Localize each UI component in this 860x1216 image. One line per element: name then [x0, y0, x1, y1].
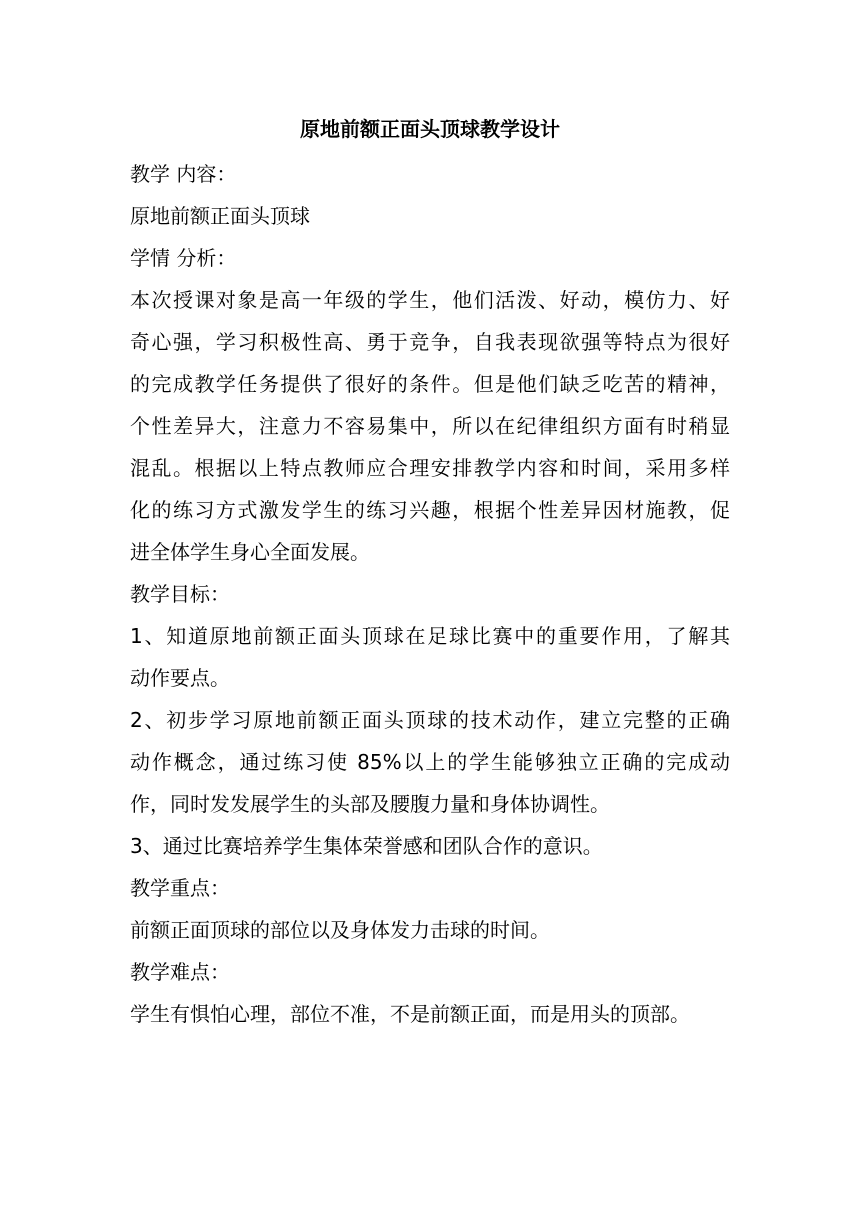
analysis-line: 奇心强，学习积极性高、勇于竞争，自我表现欲强等特点为很好: [130, 330, 730, 354]
analysis-line: 的完成教学任务提供了很好的条件。但是他们缺乏吃苦的精神，: [130, 372, 730, 396]
analysis-paragraph: [130, 279, 730, 573]
document-page: [130, 112, 730, 1035]
analysis-line: 进全体学生身心全面发展。: [130, 540, 370, 564]
content-text: 原地前额正面头顶球: [130, 204, 310, 228]
content-heading: 教学 内容：: [130, 162, 237, 186]
goal-2-line: 2、初步学习原地前额正面头顶球的技术动作，建立完整的正确: [130, 708, 730, 732]
difficulty-text: 学生有惧怕心理，部位不准，不是前额正面，而是用头的顶部。: [130, 1002, 690, 1026]
goal-1-line: 1、知道原地前额正面头顶球在足球比赛中的重要作用，了解其: [130, 624, 730, 648]
goal-3: 3、通过比赛培养学生集体荣誉感和团队合作的意识。: [130, 834, 603, 858]
goals-heading: 教学目标：: [130, 582, 230, 606]
goal-1-line: 动作要点。: [130, 666, 230, 690]
analysis-heading: 学情 分析：: [130, 246, 237, 270]
key-point-heading: 教学重点：: [130, 876, 230, 900]
goal-2-line: 动作概念，通过练习使 85%以上的学生能够独立正确的完成动: [130, 750, 730, 774]
goal-2: [130, 699, 730, 825]
key-point-text: 前额正面顶球的部位以及身体发力击球的时间。: [130, 918, 550, 942]
analysis-line: 混乱。根据以上特点教师应合理安排教学内容和时间，采用多样: [130, 456, 730, 480]
goal-2-line: 作，同时发发展学生的头部及腰腹力量和身体协调性。: [130, 792, 610, 816]
goal-1: [130, 615, 730, 699]
analysis-line: 化的练习方式激发学生的练习兴趣，根据个性差异因材施教，促: [130, 498, 730, 522]
analysis-line: 本次授课对象是高一年级的学生，他们活泼、好动，模仿力、好: [130, 288, 730, 312]
document-title: 原地前额正面头顶球教学设计: [300, 117, 560, 141]
analysis-line: 个性差异大，注意力不容易集中，所以在纪律组织方面有时稍显: [130, 414, 730, 438]
difficulty-heading: 教学难点：: [130, 960, 230, 984]
